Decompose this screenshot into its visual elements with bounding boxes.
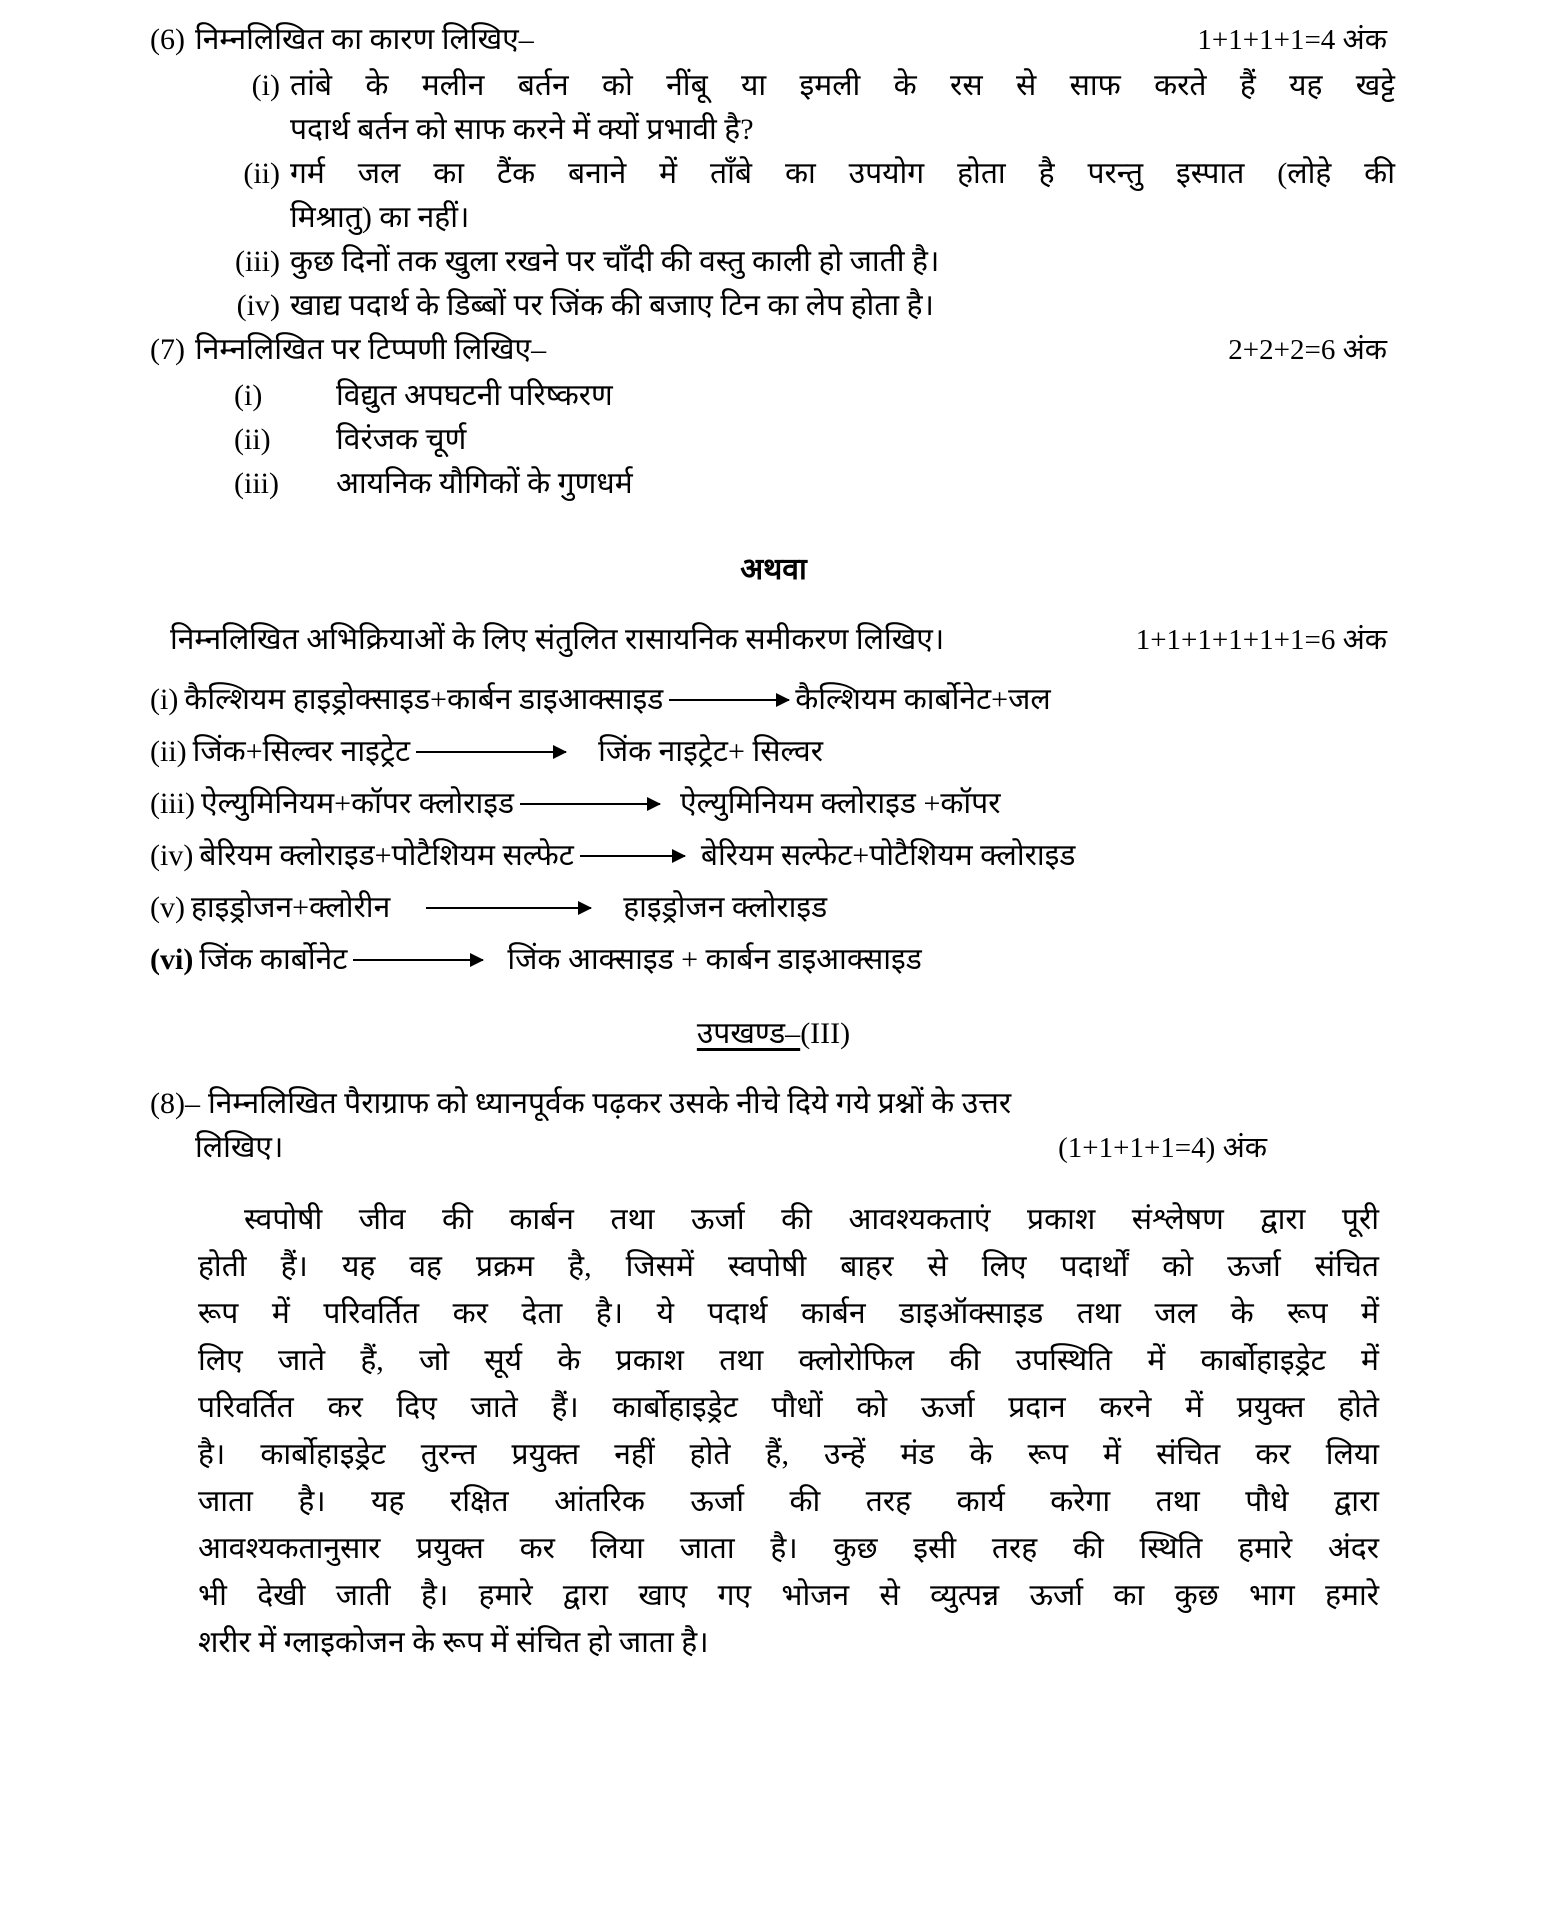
question-7-marks: 2+2+2=6 अंक <box>1228 334 1387 366</box>
question-6-header <box>150 18 1397 62</box>
item-line-2: मिश्रातु) का नहीं। <box>290 201 470 234</box>
equation-row-v <box>150 882 1397 934</box>
equation-lhs-ii: जिंक+सिल्वर नाइट्रेट <box>192 735 411 768</box>
alternative-prompt: निम्नलिखित अभिक्रियाओं के लिए संतुलित रासायनिक समीकरण लिखिए। <box>170 623 945 656</box>
question-8-number: (8)– <box>150 1087 200 1120</box>
equation-number-v: (v) <box>150 891 185 924</box>
question-8-marks: (1+1+1+1=4) अंक <box>1058 1132 1267 1164</box>
question-6-item-ii <box>228 152 1397 240</box>
question-6-item-i <box>228 64 1397 152</box>
item-body-ii <box>290 152 1397 240</box>
equation-rhs-v: हाइड्रोजन क्लोराइड <box>623 891 828 924</box>
reaction-arrow-icon <box>416 751 566 753</box>
question-7-item-iii <box>228 462 1397 506</box>
paragraph-line: स्वपोषी जीव की कार्बन तथा ऊर्जा की आवश्यकताएं प्रकाश संश्लेषण द्वारा पूरी <box>244 1203 1379 1236</box>
item-number-i: (i) <box>251 69 280 102</box>
question-7-header <box>150 328 1397 372</box>
question-7-item-i <box>228 374 1397 418</box>
equation-lhs-iv: बेरियम क्लोराइड+पोटैशियम सल्फेट <box>199 839 574 872</box>
reaction-arrow-icon <box>426 907 591 909</box>
question-8-line-1: निम्नलिखित पैराग्राफ को ध्यानपूर्वक पढ़कर उसके नीचे दिये गये प्रश्नों के उत्तर <box>207 1087 1012 1120</box>
spacer <box>150 986 1397 1012</box>
paragraph-line: परिवर्तित कर दिए जाते हैं। कार्बोहाइड्रेट पौधों को ऊर्जा प्रदान करने में प्रयुक्त होते <box>198 1391 1379 1424</box>
item-number-iii: (iii) <box>235 245 280 278</box>
section-label: उपखण्ड– <box>696 1017 801 1050</box>
equation-number-iv: (iv) <box>150 839 194 872</box>
equation-number-iii: (iii) <box>150 787 195 820</box>
item-body-iii <box>290 240 1397 284</box>
reaction-arrow-icon <box>669 699 789 701</box>
question-8-header <box>150 1082 1397 1126</box>
equation-rhs-ii: जिंक नाइट्रेट+ सिल्वर <box>598 735 823 768</box>
spacer <box>150 664 1397 674</box>
question-6-item-iv <box>228 284 1397 328</box>
item-line-1: तांबे के मलीन बर्तन को नींबू या इमली के रस से साफ करते हैं यह खट्टे <box>290 69 1396 102</box>
equation-row-ii <box>150 726 1397 778</box>
question-7-prompt: निम्नलिखित पर टिप्पणी लिखिए– <box>194 333 547 366</box>
paragraph-line: भी देखी जाती है। हमारे द्वारा खाए गए भोजन से व्युत्पन्न ऊर्जा का कुछ भाग हमारे <box>198 1579 1379 1612</box>
equation-row-i <box>150 674 1397 726</box>
reaction-arrow-icon <box>580 855 685 857</box>
question-6-marks: 1+1+1+1=4 अंक <box>1197 24 1387 56</box>
spacer <box>150 592 1397 618</box>
alternative-heading: अथवा <box>740 553 807 586</box>
equation-rhs-iii: ऐल्युमिनियम क्लोराइड +कॉपर <box>680 787 1001 820</box>
section-roman: (III) <box>800 1017 851 1050</box>
equation-lhs-v: हाइड्रोजन+क्लोरीन <box>190 891 391 924</box>
item-body-i: विद्युत अपघटनी परिष्करण <box>336 379 613 412</box>
alternative-marks: 1+1+1+1+1+1=6 अंक <box>1135 624 1387 656</box>
item-number-ii: (ii) <box>234 423 271 456</box>
section-heading <box>150 1012 1397 1056</box>
item-body-ii: विरंजक चूर्ण <box>336 423 467 456</box>
item-line-2: पदार्थ बर्तन को साफ करने में क्यों प्रभावी है? <box>290 113 754 146</box>
question-8-second-line-row <box>150 1126 1397 1170</box>
equation-lhs-iii: ऐल्युमिनियम+कॉपर क्लोराइड <box>201 787 514 820</box>
paragraph-line: लिए जाते हैं, जो सूर्य के प्रकाश तथा क्लोरोफिल की उपस्थिति में कार्बोहाइड्रेट में <box>198 1344 1379 1377</box>
equation-rhs-vi: जिंक आक्साइड + कार्बन डाइआक्साइड <box>507 943 922 976</box>
equation-lhs-i: कैल्शियम हाइड्रोक्साइड+कार्बन डाइआक्साइड <box>184 683 664 716</box>
equation-rhs-i: कैल्शियम कार्बोनेट+जल <box>795 683 1051 716</box>
spacer <box>150 506 1397 548</box>
question-6-number: (6) <box>150 23 185 56</box>
equation-number-ii: (ii) <box>150 735 187 768</box>
item-line-1: कुछ दिनों तक खुला रखने पर चाँदी की वस्तु काली हो जाती है। <box>290 245 940 278</box>
item-line-1: गर्म जल का टैंक बनाने में ताँबे का उपयोग होता है परन्तु इस्पात (लोहे की <box>290 157 1395 190</box>
question-6-prompt-group <box>150 18 534 62</box>
spacer <box>150 1056 1397 1082</box>
equation-number-vi: (vi) <box>150 943 194 976</box>
equation-rhs-iv: बेरियम सल्फेट+पोटैशियम क्लोराइड <box>700 839 1076 872</box>
reaction-arrow-icon <box>353 959 483 961</box>
item-number-iii: (iii) <box>234 467 279 500</box>
item-number-ii: (ii) <box>243 157 280 190</box>
item-body-i <box>290 64 1397 152</box>
paragraph-line: जाता है। यह रक्षित आंतरिक ऊर्जा की तरह कार्य करेगा तथा पौधे द्वारा <box>198 1485 1379 1518</box>
question-6-prompt: निम्नलिखित का कारण लिखिए– <box>194 23 534 56</box>
question-8-line-2: लिखिए। <box>195 1131 284 1164</box>
alternative-prompt-row <box>150 618 1397 662</box>
item-body-iv <box>290 284 1397 328</box>
paragraph-line: शरीर में ग्लाइकोजन के रूप में संचित हो जाता है। <box>198 1626 709 1659</box>
item-number-i: (i) <box>234 379 263 412</box>
item-line-1: खाद्य पदार्थ के डिब्बों पर जिंक की बजाए टिन का लेप होता है। <box>290 289 934 322</box>
equation-lhs-vi: जिंक कार्बोनेट <box>199 943 348 976</box>
paragraph-line: होती हैं। यह वह प्रक्रम है, जिसमें स्वपोषी बाहर से लिए पदार्थों को ऊर्जा संचित <box>198 1250 1379 1283</box>
equation-row-iii <box>150 778 1397 830</box>
paragraph-line: है। कार्बोहाइड्रेट तुरन्त प्रयुक्त नहीं होते हैं, उन्हें मंड के रूप में संचित कर लिया <box>198 1438 1379 1471</box>
question-7-number: (7) <box>150 333 185 366</box>
reaction-arrow-icon <box>520 803 660 805</box>
equation-number-i: (i) <box>150 683 179 716</box>
reading-paragraph <box>150 1196 1397 1666</box>
question-7-item-ii <box>228 418 1397 462</box>
item-number-iv: (iv) <box>236 289 280 322</box>
item-body-iii: आयनिक यौगिकों के गुणधर्म <box>336 467 633 500</box>
paragraph-line: रूप में परिवर्तित कर देता है। ये पदार्थ कार्बन डाइऑक्साइड तथा जल के रूप में <box>198 1297 1379 1330</box>
equation-row-vi <box>150 934 1397 986</box>
equation-row-iv <box>150 830 1397 882</box>
paragraph-line: आवश्यकतानुसार प्रयुक्त कर लिया जाता है। कुछ इसी तरह की स्थिति हमारे अंदर <box>198 1532 1379 1565</box>
question-6-item-iii <box>228 240 1397 284</box>
question-7-prompt-group <box>150 328 546 372</box>
